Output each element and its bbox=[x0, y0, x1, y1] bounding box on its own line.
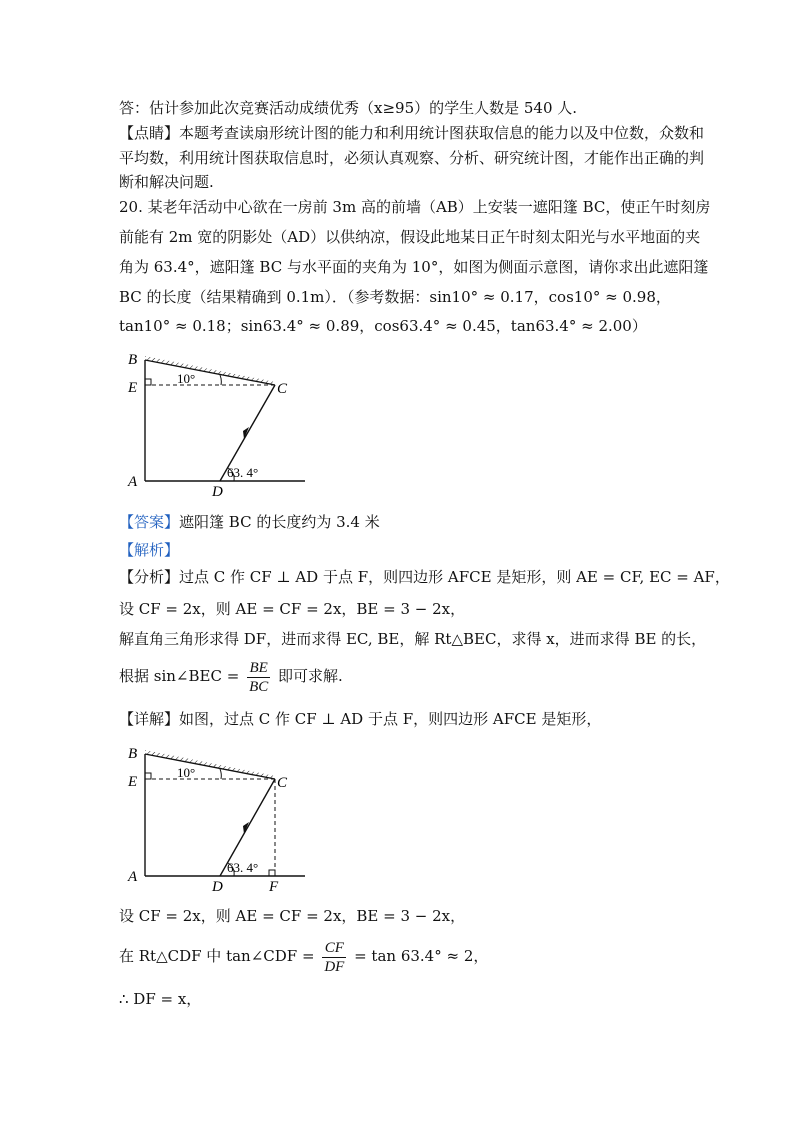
fraction-numerator: BE bbox=[247, 659, 270, 678]
step-line-1: 设 CF = 2x，则 AE = CF = 2x，BE = 3 − 2x， bbox=[119, 907, 466, 925]
fenxi-line-2: 设 CF = 2x，则 AE = CF = 2x，BE = 3 − 2x， bbox=[119, 600, 466, 618]
angle-arc-10 bbox=[220, 375, 221, 385]
dianjing-line-2: 平均数，利用统计图获取信息时，必须认真观察、分析、研究统计图，才能作出正确的判 bbox=[119, 149, 705, 167]
step-line-2 bbox=[119, 936, 488, 976]
awning-diagram-2 bbox=[125, 742, 315, 894]
fenxi-text-1: 过点 C 作 CF ⊥ AD 于点 F，则四边形 AFCE 是矩形，则 AE = CF, EC = AF， bbox=[179, 568, 730, 586]
label-a: A bbox=[128, 869, 138, 885]
dianjing-tag: 【点睛】 bbox=[119, 124, 180, 142]
dianjing-line-1 bbox=[119, 123, 704, 143]
angle-arc-10 bbox=[220, 769, 221, 779]
right-angle-mark-e bbox=[145, 773, 151, 779]
step-formula-post: = tan 63.4° ≈ 2， bbox=[354, 947, 489, 965]
label-b: B bbox=[128, 746, 138, 762]
dianjing-line-3: 断和解决问题. bbox=[119, 173, 214, 191]
label-angle-10: 10° bbox=[177, 765, 196, 780]
fraction-numerator: CF bbox=[322, 939, 346, 958]
fenxi-tag: 【分析】 bbox=[119, 568, 180, 586]
fenxi-line-4 bbox=[119, 656, 343, 696]
label-c: C bbox=[277, 381, 288, 397]
awning-hatch bbox=[145, 356, 275, 385]
label-b: B bbox=[128, 352, 138, 368]
xiangjie-line-1 bbox=[119, 709, 601, 729]
label-d: D bbox=[212, 484, 223, 498]
problem-line-2: 前能有 2m 宽的阴影处（AD）以供纳凉，假设此地某日正午时刻太阳光与水平地面的夹 bbox=[119, 228, 701, 246]
problem-line-5: tan10° ≈ 0.18；sin63.4° ≈ 0.89，cos63.4° ≈ 0.45，tan63.4° ≈ 2.00） bbox=[119, 317, 647, 335]
right-angle-mark-f bbox=[269, 870, 275, 876]
previous-answer: 答：估计参加此次竞赛活动成绩优秀（x≥95）的学生人数是 540 人. bbox=[119, 99, 578, 117]
answer-tag: 【答案】 bbox=[119, 513, 180, 531]
problem-line-4: BC 的长度（结果精确到 0.1m）．（参考数据：sin10° ≈ 0.17，cos10° ≈ 0.98， bbox=[119, 288, 671, 306]
fraction-be-bc bbox=[247, 659, 270, 696]
answer-line bbox=[119, 512, 380, 532]
label-angle-63: 63. 4° bbox=[227, 860, 259, 875]
fenxi-line-1 bbox=[119, 567, 730, 587]
awning-hatch bbox=[145, 750, 275, 779]
fenxi-formula-pre: 根据 sin∠BEC = bbox=[119, 667, 240, 685]
fenxi-formula-post: 即可求解. bbox=[278, 667, 343, 685]
label-f: F bbox=[269, 879, 279, 894]
xiangjie-tag: 【详解】 bbox=[119, 710, 180, 728]
label-c: C bbox=[277, 775, 288, 791]
ray-arrow bbox=[243, 822, 249, 834]
label-d: D bbox=[212, 879, 223, 894]
dianjing-text-1: 本题考查读扇形统计图的能力和利用统计图获取信息的能力以及中位数，众数和 bbox=[179, 124, 705, 142]
problem-text-1: 某老年活动中心欲在一房前 3m 高的前墙（AB）上安装一遮阳篷 BC，使正午时刻房 bbox=[147, 198, 711, 216]
label-angle-10: 10° bbox=[177, 371, 196, 386]
fraction-denominator: DF bbox=[324, 958, 345, 975]
awning-diagram-1 bbox=[125, 348, 315, 498]
fraction-cf-df bbox=[322, 939, 346, 976]
label-a: A bbox=[128, 474, 138, 490]
jiexi-line: 【解析】 bbox=[119, 541, 180, 559]
step-formula-pre: 在 Rt△CDF 中 tan∠CDF = bbox=[119, 947, 315, 965]
label-e: E bbox=[128, 380, 138, 396]
problem-line-3: 角为 63.4°，遮阳篷 BC 与水平面的夹角为 10°，如图为侧面示意图，请你求出此遮阳篷 bbox=[119, 258, 709, 276]
label-e: E bbox=[128, 774, 138, 790]
label-angle-63: 63. 4° bbox=[227, 465, 259, 480]
step-line-3: ∴ DF = x， bbox=[119, 990, 202, 1008]
fenxi-line-3: 解直角三角形求得 DF，进而求得 EC, BE，解 Rt△BEC，求得 x，进而求得 BE 的长， bbox=[119, 630, 707, 648]
xiangjie-text: 如图，过点 C 作 CF ⊥ AD 于点 F，则四边形 AFCE 是矩形， bbox=[179, 710, 602, 728]
problem-number: 20. bbox=[119, 198, 143, 216]
right-angle-mark bbox=[145, 379, 151, 385]
problem-line-1 bbox=[119, 197, 710, 217]
answer-text: 遮阳篷 BC 的长度约为 3.4 米 bbox=[179, 513, 380, 531]
fraction-denominator: BC bbox=[249, 678, 269, 695]
